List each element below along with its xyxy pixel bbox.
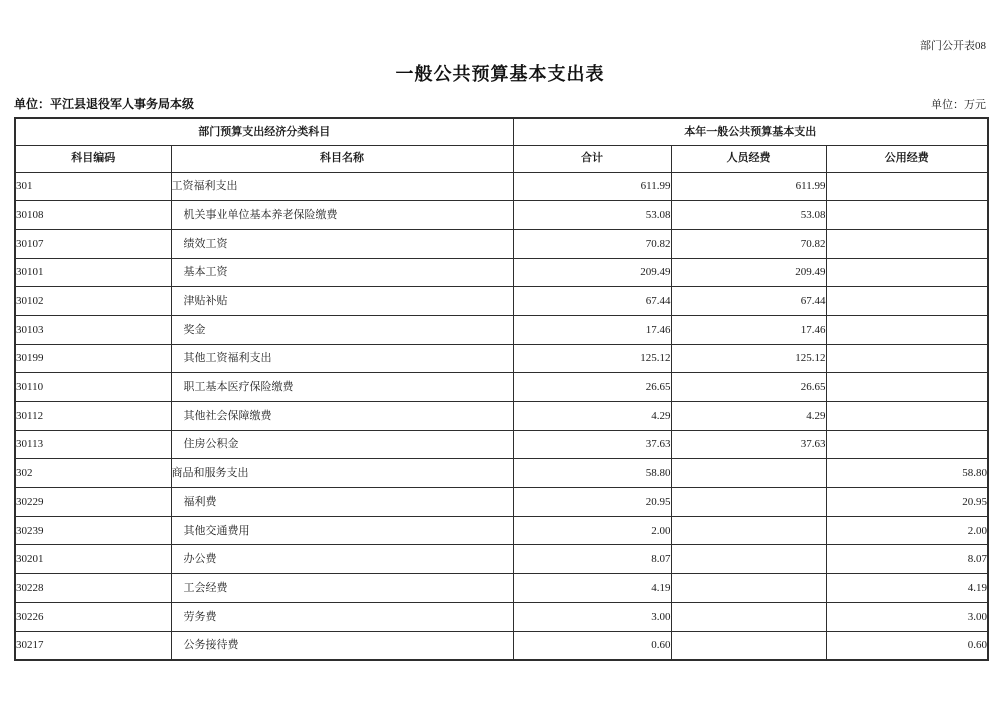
code-cell: 30113 — [15, 430, 171, 459]
total-cell: 125.12 — [513, 344, 671, 373]
code-cell: 30199 — [15, 344, 171, 373]
personnel-cell — [671, 488, 826, 517]
name-cell: 住房公积金 — [171, 430, 513, 459]
code-cell: 30102 — [15, 287, 171, 316]
personnel-cell: 611.99 — [671, 172, 826, 201]
total-cell: 53.08 — [513, 201, 671, 230]
name-cell: 其他交通费用 — [171, 516, 513, 545]
public-cell — [826, 373, 988, 402]
table-row — [15, 602, 988, 631]
total-cell: 58.80 — [513, 459, 671, 488]
public-cell: 4.19 — [826, 574, 988, 603]
table-row — [15, 545, 988, 574]
total-cell: 8.07 — [513, 545, 671, 574]
name-cell: 绩效工资 — [171, 229, 513, 258]
name-cell: 福利费 — [171, 488, 513, 517]
total-cell: 20.95 — [513, 488, 671, 517]
code-cell: 30101 — [15, 258, 171, 287]
code-cell: 30226 — [15, 602, 171, 631]
public-cell — [826, 315, 988, 344]
code-cell: 302 — [15, 459, 171, 488]
total-cell: 70.82 — [513, 229, 671, 258]
column-header-code: 科目编码 — [15, 145, 171, 172]
personnel-cell: 209.49 — [671, 258, 826, 287]
code-cell: 30201 — [15, 545, 171, 574]
name-cell: 公务接待费 — [171, 631, 513, 660]
total-cell: 67.44 — [513, 287, 671, 316]
total-cell: 37.63 — [513, 430, 671, 459]
unit-currency-label: 单位：万元 — [931, 99, 986, 111]
total-cell: 4.19 — [513, 574, 671, 603]
name-cell: 商品和服务支出 — [171, 459, 513, 488]
table-row — [15, 488, 988, 517]
table-row — [15, 574, 988, 603]
public-cell — [826, 172, 988, 201]
column-header-total: 合计 — [513, 145, 671, 172]
table-row — [15, 373, 988, 402]
personnel-cell: 67.44 — [671, 287, 826, 316]
personnel-cell — [671, 602, 826, 631]
personnel-cell: 70.82 — [671, 229, 826, 258]
public-cell: 2.00 — [826, 516, 988, 545]
personnel-cell — [671, 631, 826, 660]
public-cell: 3.00 — [826, 602, 988, 631]
table-row — [15, 430, 988, 459]
name-cell: 职工基本医疗保险缴费 — [171, 373, 513, 402]
code-cell: 30103 — [15, 315, 171, 344]
table-body — [15, 172, 988, 660]
public-cell: 58.80 — [826, 459, 988, 488]
code-cell: 30112 — [15, 402, 171, 431]
table-row — [15, 315, 988, 344]
name-cell: 机关事业单位基本养老保险缴费 — [171, 201, 513, 230]
personnel-cell: 17.46 — [671, 315, 826, 344]
table-row — [15, 201, 988, 230]
personnel-cell: 125.12 — [671, 344, 826, 373]
table-row — [15, 287, 988, 316]
name-cell: 办公费 — [171, 545, 513, 574]
personnel-cell: 37.63 — [671, 430, 826, 459]
group-header-expenditure: 本年一般公共预算基本支出 — [513, 118, 988, 145]
personnel-cell: 4.29 — [671, 402, 826, 431]
personnel-cell — [671, 574, 826, 603]
table-row — [15, 402, 988, 431]
table-row — [15, 516, 988, 545]
page-title: 一般公共预算基本支出表 — [395, 64, 605, 84]
personnel-cell — [671, 516, 826, 545]
total-cell: 611.99 — [513, 172, 671, 201]
code-cell: 30110 — [15, 373, 171, 402]
public-cell — [826, 287, 988, 316]
total-cell: 4.29 — [513, 402, 671, 431]
unit-info-row — [14, 95, 986, 112]
table-row — [15, 229, 988, 258]
name-cell: 其他工资福利支出 — [171, 344, 513, 373]
total-cell: 3.00 — [513, 602, 671, 631]
personnel-cell — [671, 459, 826, 488]
code-cell: 30229 — [15, 488, 171, 517]
name-cell: 津贴补贴 — [171, 287, 513, 316]
public-cell — [826, 258, 988, 287]
public-cell: 20.95 — [826, 488, 988, 517]
public-cell — [826, 201, 988, 230]
unit-name-label: 单位：平江县退役军人事务局本级 — [14, 97, 195, 111]
column-header-public: 公用经费 — [826, 145, 988, 172]
code-cell: 30228 — [15, 574, 171, 603]
public-cell: 0.60 — [826, 631, 988, 660]
total-cell: 26.65 — [513, 373, 671, 402]
personnel-cell — [671, 545, 826, 574]
group-header-classification: 部门预算支出经济分类科目 — [15, 118, 513, 145]
budget-table — [14, 117, 989, 661]
table-row — [15, 344, 988, 373]
public-cell — [826, 344, 988, 373]
name-cell: 劳务费 — [171, 602, 513, 631]
code-cell: 30239 — [15, 516, 171, 545]
column-header-row — [15, 145, 988, 172]
code-cell: 301 — [15, 172, 171, 201]
total-cell: 2.00 — [513, 516, 671, 545]
total-cell: 0.60 — [513, 631, 671, 660]
code-cell: 30107 — [15, 229, 171, 258]
table-row — [15, 459, 988, 488]
table-row — [15, 631, 988, 660]
public-cell: 8.07 — [826, 545, 988, 574]
total-cell: 209.49 — [513, 258, 671, 287]
column-header-name: 科目名称 — [171, 145, 513, 172]
code-cell: 30217 — [15, 631, 171, 660]
table-header — [15, 118, 988, 172]
personnel-cell: 26.65 — [671, 373, 826, 402]
personnel-cell: 53.08 — [671, 201, 826, 230]
name-cell: 基本工资 — [171, 258, 513, 287]
name-cell: 工资福利支出 — [171, 172, 513, 201]
public-cell — [826, 229, 988, 258]
code-cell: 30108 — [15, 201, 171, 230]
group-header-row — [15, 118, 988, 145]
table-row — [15, 172, 988, 201]
form-number-label: 部门公开表08 — [920, 40, 986, 52]
name-cell: 其他社会保障缴费 — [171, 402, 513, 431]
name-cell: 奖金 — [171, 315, 513, 344]
name-cell: 工会经费 — [171, 574, 513, 603]
total-cell: 17.46 — [513, 315, 671, 344]
public-cell — [826, 430, 988, 459]
table-row — [15, 258, 988, 287]
public-cell — [826, 402, 988, 431]
column-header-personnel: 人员经费 — [671, 145, 826, 172]
